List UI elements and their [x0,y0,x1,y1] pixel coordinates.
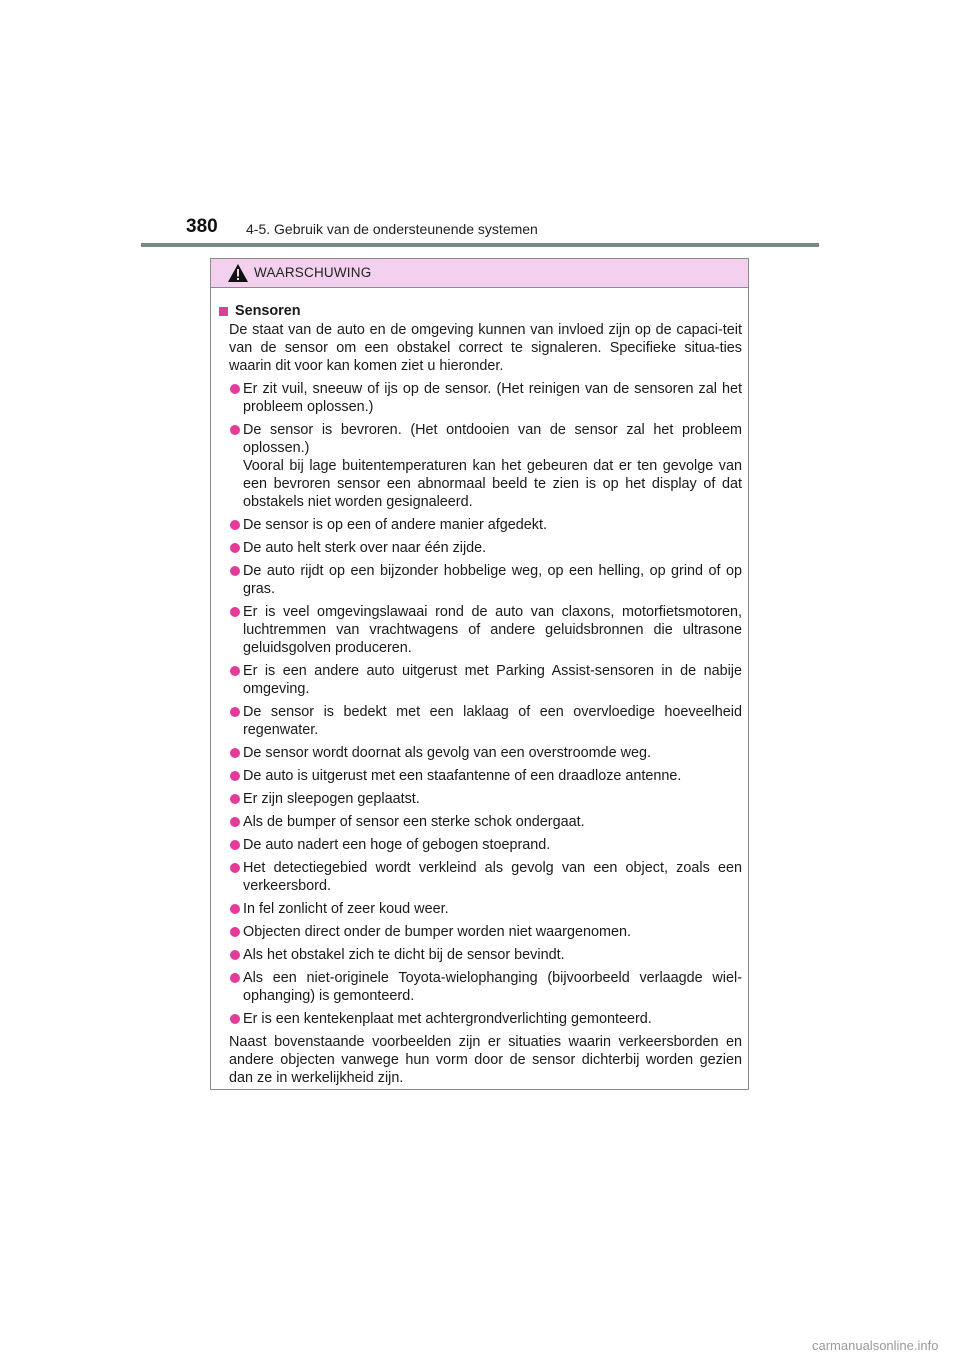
round-bullet-icon [230,707,240,717]
bullet-paragraph: De sensor wordt doornat als gevolg van een overstroomde weg. [243,745,651,761]
topic-title: Sensoren [235,303,301,319]
round-bullet-icon [230,863,240,873]
bullet-paragraph: De auto helt sterk over naar één zijde. [243,540,487,556]
bullet-paragraph: De auto is uitgerust met een staafantenne of een draadloze antenne. [243,768,682,784]
list-item [217,539,742,557]
list-item [217,703,742,739]
list-item [217,969,742,1005]
list-item [217,744,742,762]
list-item [217,562,742,598]
list-item [217,859,742,895]
list-item [217,516,742,534]
bullet-text [243,562,742,598]
bullet-paragraph: De auto rijdt op een bijzonder hobbelige weg, op een helling, op grind of op gras. [243,563,742,597]
bullet-paragraph: Objecten direct onder de bumper worden niet waargenomen. [243,924,631,940]
bullet-paragraph: Er is een kentekenplaat met achtergrondverlichting gemonteerd. [243,1011,652,1027]
warning-label: WAARSCHUWING [254,265,372,280]
bullet-paragraph: Als een niet-originele Toyota-wielophanging (bijvoorbeeld verlaagde wiel-ophanging) is gemonteerd. [243,970,742,1004]
bullet-paragraph: De auto nadert een hoge of gebogen stoeprand. [243,837,551,853]
bullet-paragraph: Als het obstakel zich te dicht bij de sensor bevindt. [243,947,565,963]
bullet-text [243,662,742,698]
round-bullet-icon [230,1014,240,1024]
bullet-paragraph: Het detectiegebied wordt verkleind als gevolg van een object, zoals een verkeersbord. [243,860,742,894]
topic-heading [217,302,742,320]
bullet-text [243,859,742,895]
bullet-paragraph: Er is een andere auto uitgerust met Parking Assist-sensoren in de nabije omgeving. [243,663,742,697]
list-item [217,900,742,918]
round-bullet-icon [230,840,240,850]
list-item [217,662,742,698]
page-number: 380 [186,216,218,237]
round-bullet-icon [230,973,240,983]
bullet-paragraph: De sensor is bedekt met een laklaag of een overvloedige hoeveelheid regenwater. [243,704,742,738]
round-bullet-icon [230,817,240,827]
bullet-text [243,703,742,739]
bullet-text [243,900,742,918]
bullet-paragraph: Als de bumper of sensor een sterke schok ondergaat. [243,814,585,830]
bullet-paragraph: Er zijn sleepogen geplaatst. [243,791,420,807]
list-item [217,421,742,511]
round-bullet-icon [230,794,240,804]
section-title: 4-5. Gebruik van de ondersteunende systemen [246,221,538,237]
list-item [217,380,742,416]
round-bullet-icon [230,927,240,937]
round-bullet-icon [230,950,240,960]
round-bullet-icon [230,543,240,553]
bullet-text [243,1010,742,1028]
bullet-paragraph: In fel zonlicht of zeer koud weer. [243,901,449,917]
bullet-text [243,923,742,941]
bullet-text [243,836,742,854]
warning-triangle-icon [227,263,249,283]
warning-header [211,259,748,288]
round-bullet-icon [230,384,240,394]
bullet-paragraph: De sensor is op een of andere manier afgedekt. [243,517,547,533]
list-item [217,767,742,785]
bullet-text [243,969,742,1005]
intro-paragraph: De staat van de auto en de omgeving kunnen van invloed zijn op de capaci-teit van de sensor om een obstakel correct te signaleren. Specifieke situa-ties waarin dit voor kan komen ziet u hieronder. [229,322,742,374]
bullet-text [243,946,742,964]
list-item [217,603,742,657]
round-bullet-icon [230,748,240,758]
bullet-text [243,790,742,808]
round-bullet-icon [230,904,240,914]
list-item [217,813,742,831]
square-bullet-icon [219,307,228,316]
bullet-paragraph: Er is veel omgevingslawaai rond de auto van claxons, motorfietsmotoren, luchtremmen van vrachtwagens of andere geluidsbronnen die ultrasone geluidsgolven produceren. [243,604,742,656]
list-item [217,836,742,854]
bullet-text [243,744,742,762]
outro-paragraph: Naast bovenstaande voorbeelden zijn er situaties waarin verkeersborden en andere objecten vanwege hun vorm door de sensor dichterbij worden gezien dan ze in werkelijkheid zijn. [229,1034,742,1086]
list-item [217,923,742,941]
bullet-text [243,603,742,657]
bullet-paragraph: Er zit vuil, sneeuw of ijs op de sensor. (Het reinigen van de sensoren zal het probleem oplossen.) [243,381,742,415]
bullet-text [243,421,742,511]
round-bullet-icon [230,566,240,576]
round-bullet-icon [230,771,240,781]
round-bullet-icon [230,666,240,676]
list-item [217,1010,742,1028]
warning-box [210,258,749,1090]
bullet-text [243,516,742,534]
bullet-text [243,380,742,416]
bullet-text [243,813,742,831]
bullet-text [243,767,742,785]
round-bullet-icon [230,607,240,617]
watermark: carmanualsonline.info [812,1338,939,1353]
bullet-text [243,539,742,557]
list-item [217,790,742,808]
bullet-paragraph: De sensor is bevroren. (Het ontdooien van de sensor zal het probleem oplossen.) [243,422,742,456]
warning-body [211,288,748,1087]
round-bullet-icon [230,520,240,530]
bullet-paragraph: Vooral bij lage buitentemperaturen kan het gebeuren dat er ten gevolge van een bevroren sensor een abnormaal beeld te zien is op het display of dat obstakels niet worden gesignaleerd. [243,458,742,510]
list-item [217,946,742,964]
round-bullet-icon [230,425,240,435]
header-rule [141,243,819,247]
bullet-list [217,380,742,1028]
